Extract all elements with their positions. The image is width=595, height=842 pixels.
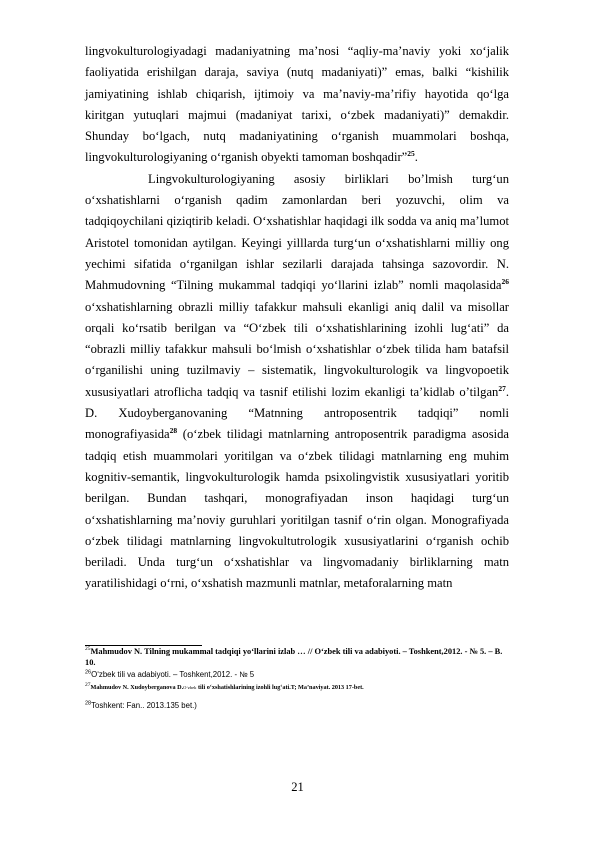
- footnote-25: $^{25}$Mahmudov N. Tilning mukammal tadqiqi yo‘llarini izlab … // O‘zbek tili va adabiyoti. – Toshkent,2012. - № 5. – B. 10.: [85, 646, 503, 667]
- footnote-ref-26[interactable]: 26: [501, 277, 509, 287]
- paragraph-1: lingvokulturologiyadagi madaniyatning ma’nosi “aqliy-ma’naviy yoki xo‘jalik faoliyatida erishilgan daraja, saviya (nutq madaniyati)” emas, balki “kishilik jamiyatining ishlab chiqarish, ijtimoiy va ma’naviy-ma’rifiy hayotida qo‘lga kiritgan yutuqlari majmui (madaniyat tarixi, o‘zbek madaniyati)” demakdir. Shunday bo‘lgach, nutq madaniyatining o‘rganish muammolari boshqa, lingvokulturologiyaning o‘rganish obyekti tamoman boshqadir”$^{25}$.: [85, 44, 509, 165]
- footnotes: [85, 647, 511, 713]
- footnote-26: $^{26}$O‘zbek tili va adabiyoti. – Toshkent,2012. - № 5: [85, 669, 255, 679]
- footnote-ref-28[interactable]: 28: [169, 426, 178, 436]
- footnote-28: $^{28}$Toshkent: Fan.. 2013.135 bet.): [85, 700, 197, 711]
- body-text: [85, 41, 509, 595]
- footnote-ref-25[interactable]: 25: [407, 149, 415, 159]
- footnote-separator: [85, 645, 202, 646]
- paragraph-2: Lingvokulturologiyaning asosiy birliklari bo’lmish turg‘un o‘xshatishlarni o‘rganish qadim zamonlardan beri yozuvchi, olim va tadqiqoychilani qiziqtirib keladi. O‘xshatishlar haqidagi ilk sodda va aniq ma’lumot Aristotel tomonidan aytilgan. Keyingi yilllarda turg‘un o‘xshatishlarni milliy ong yechimi sifatida o‘rganilgan ishlar sezilarli darajada tahsinga sazovordir. N. Mahmudovning “Tilning mukammal tadqiqi yo‘llarini izlab” nomli maqolasida$^{26}$ o‘xshatishlarning obrazli milliy tafakkur mahsuli ekanligi aniq dalil va misollar orqali ko‘rsatib berilgan va “O‘zbek tili o‘xshatishlarining izohli lug‘ati” da “obrazli milliy tafakkur mahsuli bo‘lmish o‘xshatishlar o‘zbek tilida ham batafsil o‘rganilishi uning tuzilmaviy – sistematik, lingvokulturologik va lingvopoetik xususiyatlari atroflicha tadqiq va tasnif etilishi lozim ekanligi ta’kidlab o’tilgan$^{27}$. D. Xudoyberganovaning “Matnning antroposentrik tadqiqi” nomli monografiyasida$^{28}$ (o‘zbek tilidagi matnlarning antroposentrik paradigma asosida tadqiq etish muammolari yoritilgan va o‘zbek tilidagi matnlarning eng muhim kognitiv-semantik, lingvokulturologik hamda psixolingvistik xususiyatlari yoritib berilgan. Bundan tashqari, monografiyadan inson haqidagi turg‘un o‘xshatishlarning ma’noviy guruhlari yoritilgan tasnif o‘rin olgan. Monografiyada o‘zbek tilidagi matnlarning lingvokultutrologik xususiyatlarini o‘rganish ochib beriladi. Unda turg‘un o‘xshatishlar va lingvomadaniy birliklarning matn yaratilishidagi o‘rni, o‘xshatish mazmunli matnlar, metaforalarning matn: [85, 171, 509, 591]
- footnote-ref-27[interactable]: 27: [498, 383, 506, 393]
- footnote-27: $^{27}$Mahmudov N. Xudoyberganova D.O‘zbek tili o‘xshatishlarining izohli lug‘ati.T; Ma’naviyat. 2013 17-bet.: [85, 682, 364, 692]
- page-number: 21: [291, 780, 304, 794]
